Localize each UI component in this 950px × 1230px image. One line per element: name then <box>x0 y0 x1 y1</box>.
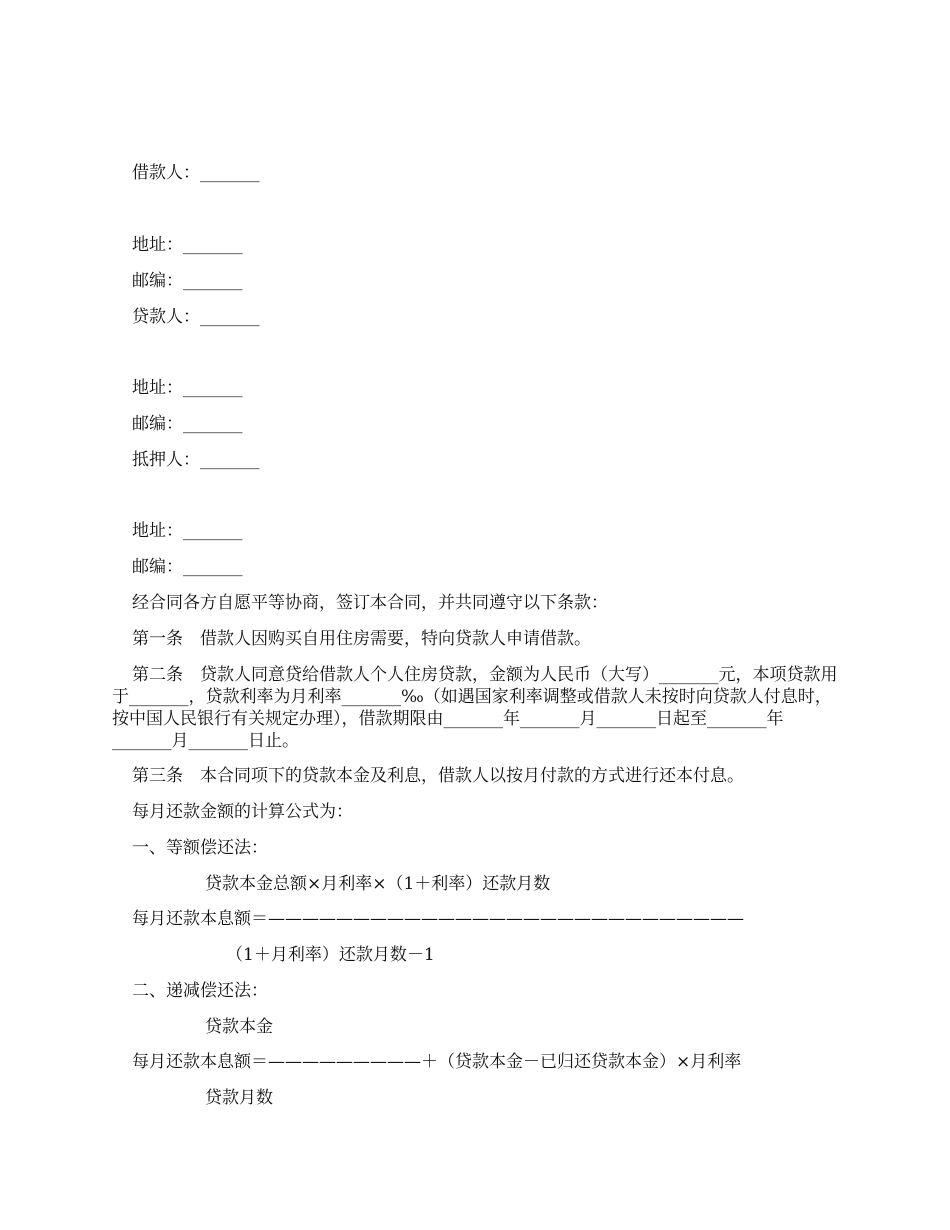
method-2-formula: 每月还款本息额＝—————————＋（贷款本金－已归还贷款本金）×月利率 <box>132 1052 742 1072</box>
formula-intro: 每月还款金额的计算公式为： <box>132 802 353 822</box>
borrower-address-field: 地址：_______ <box>132 235 243 255</box>
mortgagor-postcode-field: 邮编：_______ <box>132 557 243 577</box>
method-1-denominator: （1＋月利率）还款月数－1 <box>226 945 435 965</box>
method-1-title: 一、等额偿还法： <box>132 838 268 858</box>
mortgagor-address-field: 地址：_______ <box>132 521 243 541</box>
lender-address-field: 地址：_______ <box>132 378 243 398</box>
lender-field: 贷款人：_______ <box>132 307 260 327</box>
borrower-postcode-field: 邮编：_______ <box>132 271 243 291</box>
mortgagor-field: 抵押人：_______ <box>132 450 260 470</box>
method-2-title: 二、递减偿还法： <box>132 981 268 1001</box>
article-3: 第三条 本合同项下的贷款本金及利息，借款人以按月付款的方式进行还本付息。 <box>132 766 744 786</box>
method-1-numerator: 贷款本金总额×月利率×（1＋利率）还款月数 <box>205 874 551 894</box>
intro-paragraph: 经合同各方自愿平等协商，签订本合同，并共同遵守以下条款： <box>132 593 608 613</box>
article-1: 第一条 借款人因购买自用住房需要，特向贷款人申请借款。 <box>132 629 591 649</box>
borrower-field: 借款人：_______ <box>132 163 260 183</box>
method-1-formula: 每月还款本息额＝———————————————————————————— <box>132 909 744 929</box>
lender-postcode-field: 邮编：_______ <box>132 414 243 434</box>
method-2-denominator: 贷款月数 <box>205 1088 273 1108</box>
method-2-numerator: 贷款本金 <box>205 1017 273 1037</box>
article-2: 第二条 贷款人同意贷给借款人个人住房贷款，金额为人民币（大写）_______元，本项贷款用于_______，贷款利率为月利率_______‰（如遇国家利率调整或借款人未按时向贷款人付息时，按中国人民银行有关规定办理），借款期限由_______年_______月_______日起至_______年_______月_______日止。 <box>112 665 838 751</box>
